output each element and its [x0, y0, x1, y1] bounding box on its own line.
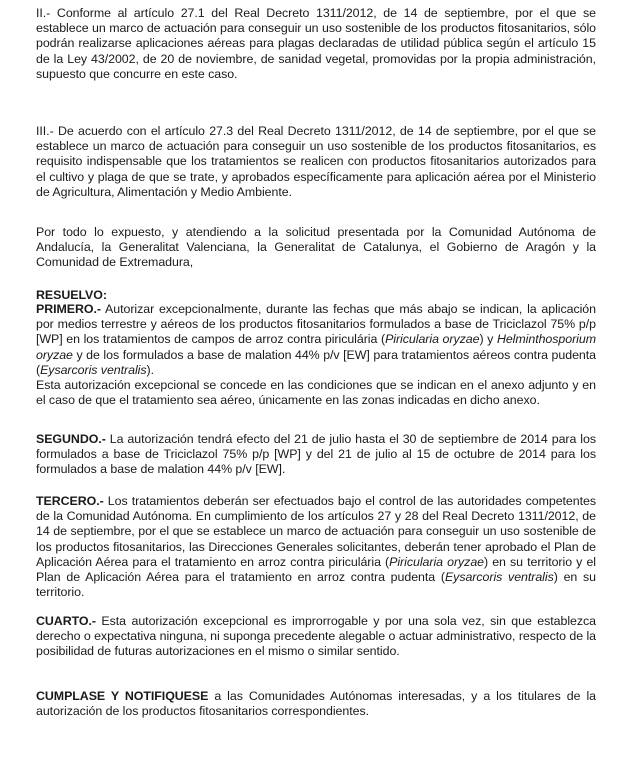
- cumplase-label: CUMPLASE Y NOTIFIQUESE: [36, 689, 209, 703]
- primero-text-1: Autorizar excepcionalmente, durante las fechas que más abajo se indican, la aplicación por medios terrestre y aéreos de los productos fitosanitarios formulados a base de Triciclazol 75% p/p [WP] en los tratamientos de campos de arroz contra piriculária (: [36, 302, 596, 347]
- tercero-text-2: ) en su territorio y el Plan de Aplicación Aérea para el tratamiento en arroz contra pudenta (: [36, 554, 596, 585]
- primero-species-3: Eysarcoris ventralis: [40, 362, 147, 377]
- cumplase-text: a las Comunidades Autónomas interesadas, y a los titulares de la autorización de los productos fitosanitarios correspondientes.: [36, 689, 596, 719]
- tercero-species-2: Eysarcoris ventralis: [444, 570, 554, 585]
- cumplase-paragraph: [36, 689, 596, 719]
- tercero-text-1: Los tratamientos deberán ser efectuados bajo el control de las autoridades competentes de la Comunidad Autónoma. En cumplimiento de los artículos 27 y 28 del Real Decreto 1311/2012, de 14 de septiembre, por el que se establece un marco de actuación para conseguir un uso sostenible de los productos fitosanitarios, las Direcciones Generales solicitantes, deberán tener aprobado el Plan de Aplicación Aérea para el tratamiento en arroz contra piriculária (: [36, 494, 596, 569]
- paragraph-iii: III.- De acuerdo con el artículo 27.3 del Real Decreto 1311/2012, de 14 de septiembre, por el que se establece un marco de actuación para conseguir un uso sostenible de los productos fitosanitarios, es requisito indispensable que los tratamientos se realicen con productos fitosanitarios autorizados para el cultivo y plaga de que se trate, y aprobados específicamente para aplicación aérea por el Ministerio de Agricultura, Alimentación y Medio Ambiente.: [36, 124, 596, 199]
- primero-extra-paragraph: Esta autorización excepcional se concede en las condiciones que se indican en el anexo adjunto y en el caso de que el tratamiento sea aéreo, únicamente en las zonas indicadas en dicho anexo.: [36, 378, 596, 408]
- primero-paragraph: [36, 302, 596, 378]
- tercero-species-1: Piricularia oryzae: [389, 554, 484, 569]
- tercero-paragraph: [36, 494, 596, 600]
- paragraph-por-todo: Por todo lo expuesto, y atendiendo a la solicitud presentada por la Comunidad Autónoma de Andalucía, la Generalitat Valenciana, la Generalitat de Catalunya, el Gobierno de Aragón y la Comunidad de Extremadura,: [36, 225, 596, 270]
- cuarto-label: CUARTO.-: [36, 614, 96, 628]
- primero-label: PRIMERO.-: [36, 302, 101, 316]
- segundo-text: La autorización tendrá efecto del 21 de julio hasta el 30 de septiembre de 2014 para los formulados a base de Triciclazol 75% p/p [WP] y del 21 de julio al 15 de octubre de 2014 para los formulados a base de malation 44% p/v [EW].: [36, 432, 596, 477]
- tercero-text-3: ) en su territorio.: [36, 570, 596, 600]
- resuelvo-heading: RESUELVO:: [36, 288, 107, 302]
- primero-text-4: ).: [146, 362, 154, 377]
- primero-text-2: ) y: [479, 332, 497, 347]
- cuarto-text: Esta autorización excepcional es improrrogable y por una sola vez, sin que establezca derecho o expectativa ninguna, ni suponga precedente alegable o actuar administrativo, respecto de la posibilidad de futuras autorizaciones en el mismo o similar sentido.: [36, 614, 596, 659]
- cuarto-paragraph: [36, 614, 596, 660]
- primero-species-2: Helminthosporium oryzae: [36, 332, 596, 362]
- primero-species-1: Piricularia oryzae: [385, 332, 480, 347]
- primero-text-3: y de los formulados a base de malation 44% p/v [EW] para tratamientos aéreos contra pudenta (: [36, 347, 596, 377]
- segundo-label: SEGUNDO.-: [36, 432, 106, 446]
- tercero-label: TERCERO.-: [36, 494, 104, 508]
- paragraph-ii: II.- Conforme al artículo 27.1 del Real Decreto 1311/2012, de 14 de septiembre, por el que se establece un marco de actuación para conseguir un uso sostenible de los productos fitosanitarios, sólo podrán realizarse aplicaciones aéreas para plagas declaradas de utilidad pública según el artículo 15 de la Ley 43/2002, de 20 de noviembre, de sanidad vegetal, promovidas por la propia administración, supuesto que concurre en este caso.: [36, 6, 596, 81]
- segundo-paragraph: [36, 432, 596, 478]
